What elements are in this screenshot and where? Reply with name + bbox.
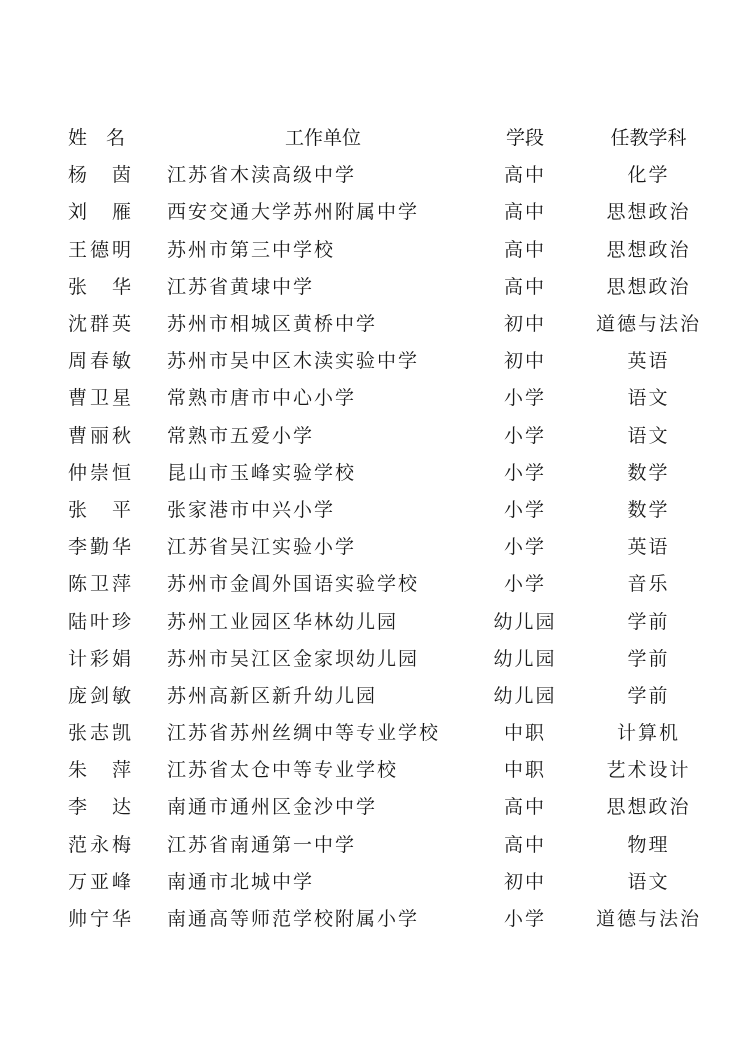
header-stage: 学段 bbox=[505, 127, 544, 150]
cell-name: 计彩娟 bbox=[68, 647, 135, 670]
cell-subject: 思想政治 bbox=[606, 275, 691, 298]
cell-name: 庞剑敏 bbox=[68, 684, 135, 707]
cell-subject: 数学 bbox=[627, 461, 670, 484]
cell-unit: 南通高等师范学校附属小学 bbox=[167, 908, 420, 931]
table-row bbox=[68, 750, 726, 787]
cell-stage: 高中 bbox=[503, 238, 546, 261]
cell-unit: 江苏省苏州丝绸中等专业学校 bbox=[167, 722, 441, 745]
header-unit: 工作单位 bbox=[284, 127, 361, 150]
cell-stage: 高中 bbox=[503, 201, 546, 224]
cell-stage: 幼儿园 bbox=[493, 610, 557, 633]
cell-unit: 常熟市唐市中心小学 bbox=[167, 387, 357, 410]
table-row bbox=[68, 490, 726, 527]
cell-subject: 英语 bbox=[627, 350, 670, 373]
cell-subject: 学前 bbox=[627, 684, 670, 707]
header-name: 姓 名 bbox=[68, 127, 126, 150]
cell-unit: 苏州工业园区华林幼儿园 bbox=[167, 610, 399, 633]
cell-name: 陆叶珍 bbox=[68, 610, 135, 633]
cell-name: 张志凯 bbox=[68, 722, 135, 745]
table-row bbox=[68, 825, 726, 862]
cell-unit: 张家港市中兴小学 bbox=[167, 498, 336, 521]
cell-stage: 小学 bbox=[503, 387, 546, 410]
header-subject: 任教学科 bbox=[610, 127, 687, 150]
cell-subject: 化学 bbox=[627, 164, 670, 187]
cell-unit: 南通市北城中学 bbox=[167, 870, 315, 893]
cell-name: 杨 茵 bbox=[68, 164, 135, 187]
cell-name: 范永梅 bbox=[68, 833, 135, 856]
cell-subject: 音乐 bbox=[627, 573, 670, 596]
cell-unit: 苏州市吴中区木渎实验中学 bbox=[167, 350, 420, 373]
cell-stage: 小学 bbox=[503, 573, 546, 596]
cell-stage: 高中 bbox=[503, 796, 546, 819]
table-row bbox=[68, 416, 726, 453]
table-row bbox=[68, 453, 726, 490]
table-row bbox=[68, 862, 726, 899]
table-row bbox=[68, 192, 726, 229]
cell-name: 朱 萍 bbox=[68, 759, 135, 782]
cell-stage: 初中 bbox=[503, 313, 546, 336]
cell-name: 张 平 bbox=[68, 498, 135, 521]
cell-unit: 苏州市第三中学校 bbox=[167, 238, 336, 261]
table-row bbox=[68, 676, 726, 713]
table-row bbox=[68, 787, 726, 824]
cell-subject: 数学 bbox=[627, 498, 670, 521]
cell-subject: 艺术设计 bbox=[606, 759, 691, 782]
cell-unit: 江苏省黄埭中学 bbox=[167, 275, 315, 298]
cell-subject: 学前 bbox=[627, 610, 670, 633]
cell-name: 仲崇恒 bbox=[68, 461, 135, 484]
cell-subject: 物理 bbox=[627, 833, 670, 856]
cell-stage: 高中 bbox=[503, 833, 546, 856]
cell-subject: 语文 bbox=[627, 424, 670, 447]
cell-name: 周春敏 bbox=[68, 350, 135, 373]
cell-subject: 道德与法治 bbox=[595, 908, 701, 931]
cell-unit: 苏州市相城区黄桥中学 bbox=[167, 313, 378, 336]
cell-subject: 英语 bbox=[627, 536, 670, 559]
cell-name: 万亚峰 bbox=[68, 870, 135, 893]
table-row bbox=[68, 267, 726, 304]
cell-name: 陈卫萍 bbox=[68, 573, 135, 596]
cell-stage: 小学 bbox=[503, 498, 546, 521]
cell-stage: 高中 bbox=[503, 275, 546, 298]
cell-unit: 江苏省吴江实验小学 bbox=[167, 536, 357, 559]
cell-stage: 小学 bbox=[503, 536, 546, 559]
table-row bbox=[68, 155, 726, 192]
cell-stage: 幼儿园 bbox=[493, 647, 557, 670]
cell-name: 曹丽秋 bbox=[68, 424, 135, 447]
table-row bbox=[68, 378, 726, 415]
cell-stage: 小学 bbox=[503, 908, 546, 931]
cell-name: 李 达 bbox=[68, 796, 135, 819]
cell-unit: 常熟市五爱小学 bbox=[167, 424, 315, 447]
cell-name: 沈群英 bbox=[68, 313, 135, 336]
cell-unit: 昆山市玉峰实验学校 bbox=[167, 461, 357, 484]
table-row bbox=[68, 230, 726, 267]
table-row bbox=[68, 639, 726, 676]
cell-stage: 中职 bbox=[503, 759, 546, 782]
table-row bbox=[68, 713, 726, 750]
cell-subject: 思想政治 bbox=[606, 238, 691, 261]
teacher-roster-table bbox=[68, 118, 726, 936]
cell-name: 王德明 bbox=[68, 238, 135, 261]
cell-unit: 江苏省木渎高级中学 bbox=[167, 164, 357, 187]
cell-stage: 初中 bbox=[503, 350, 546, 373]
cell-stage: 高中 bbox=[503, 164, 546, 187]
table-row bbox=[68, 601, 726, 638]
cell-stage: 小学 bbox=[503, 424, 546, 447]
cell-unit: 江苏省太仓中等专业学校 bbox=[167, 759, 399, 782]
cell-subject: 思想政治 bbox=[606, 796, 691, 819]
cell-unit: 苏州高新区新升幼儿园 bbox=[167, 684, 378, 707]
cell-subject: 计算机 bbox=[616, 722, 680, 745]
cell-stage: 初中 bbox=[503, 870, 546, 893]
cell-stage: 中职 bbox=[503, 722, 546, 745]
table-body bbox=[68, 155, 726, 936]
table-row bbox=[68, 527, 726, 564]
cell-unit: 南通市通州区金沙中学 bbox=[167, 796, 378, 819]
table-header-row bbox=[68, 118, 726, 155]
cell-subject: 思想政治 bbox=[606, 201, 691, 224]
cell-subject: 学前 bbox=[627, 647, 670, 670]
table-row bbox=[68, 304, 726, 341]
cell-name: 曹卫星 bbox=[68, 387, 135, 410]
cell-subject: 道德与法治 bbox=[595, 313, 701, 336]
cell-name: 刘 雁 bbox=[68, 201, 135, 224]
cell-subject: 语文 bbox=[627, 387, 670, 410]
cell-stage: 幼儿园 bbox=[493, 684, 557, 707]
cell-name: 帅宁华 bbox=[68, 908, 135, 931]
table-row bbox=[68, 899, 726, 936]
cell-subject: 语文 bbox=[627, 870, 670, 893]
cell-name: 张 华 bbox=[68, 275, 135, 298]
cell-unit: 江苏省南通第一中学 bbox=[167, 833, 357, 856]
cell-unit: 西安交通大学苏州附属中学 bbox=[167, 201, 420, 224]
cell-unit: 苏州市吴江区金家坝幼儿园 bbox=[167, 647, 420, 670]
cell-unit: 苏州市金阊外国语实验学校 bbox=[167, 573, 420, 596]
table-row bbox=[68, 564, 726, 601]
table-row bbox=[68, 341, 726, 378]
cell-stage: 小学 bbox=[503, 461, 546, 484]
cell-name: 李勤华 bbox=[68, 536, 135, 559]
